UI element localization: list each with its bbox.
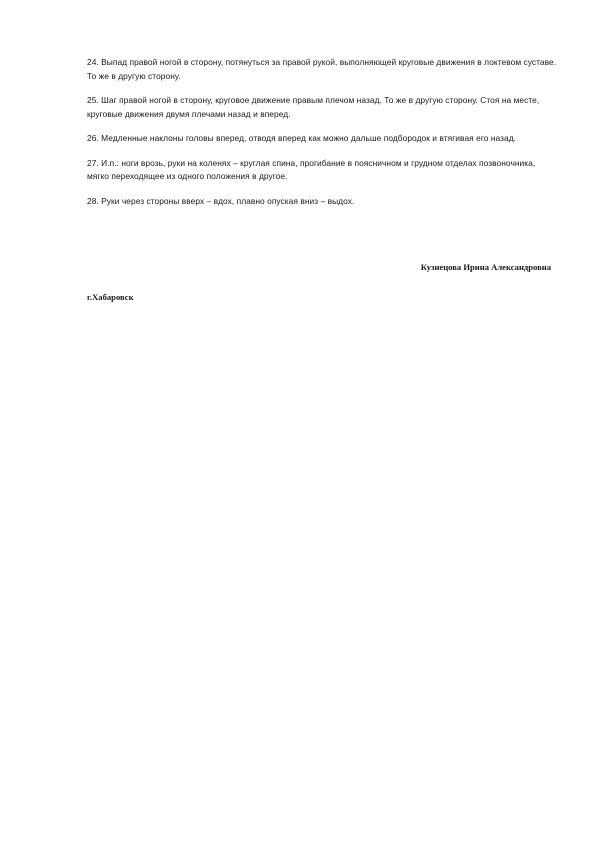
exercise-item-28: 28. Руки через стороны вверх – вдох, плавно опуская вниз – выдох.: [87, 195, 355, 206]
exercise-item-24: 24. Выпад правой ногой в сторону, потянуться за правой рукой, выполняющей круговые движения в локтевом суставе. То же в другую сторону.: [87, 57, 557, 81]
exercise-item-25: 25. Шаг правой ногой в сторону, круговое движение правым плечом назад. То же в другую сторону. Стоя на месте, круговые движения двумя плечами назад и вперед.: [87, 95, 540, 119]
exercise-item-26: 26. Медленные наклоны головы вперед, отводя вперед как можно дальше подбородок и втягивая его назад.: [87, 133, 517, 143]
city-name: г.Хабаровск: [87, 292, 134, 302]
author-name: Кузнецова Ирина Александровна: [420, 262, 551, 272]
exercise-list: [87, 56, 557, 219]
exercise-item-27: 27. И.п.: ноги врозь, руки на коленях – круглая спина, прогибание в поясничном и грудном отделах позвоночника, мягко переходящее из одного положения в другое.: [87, 157, 536, 181]
